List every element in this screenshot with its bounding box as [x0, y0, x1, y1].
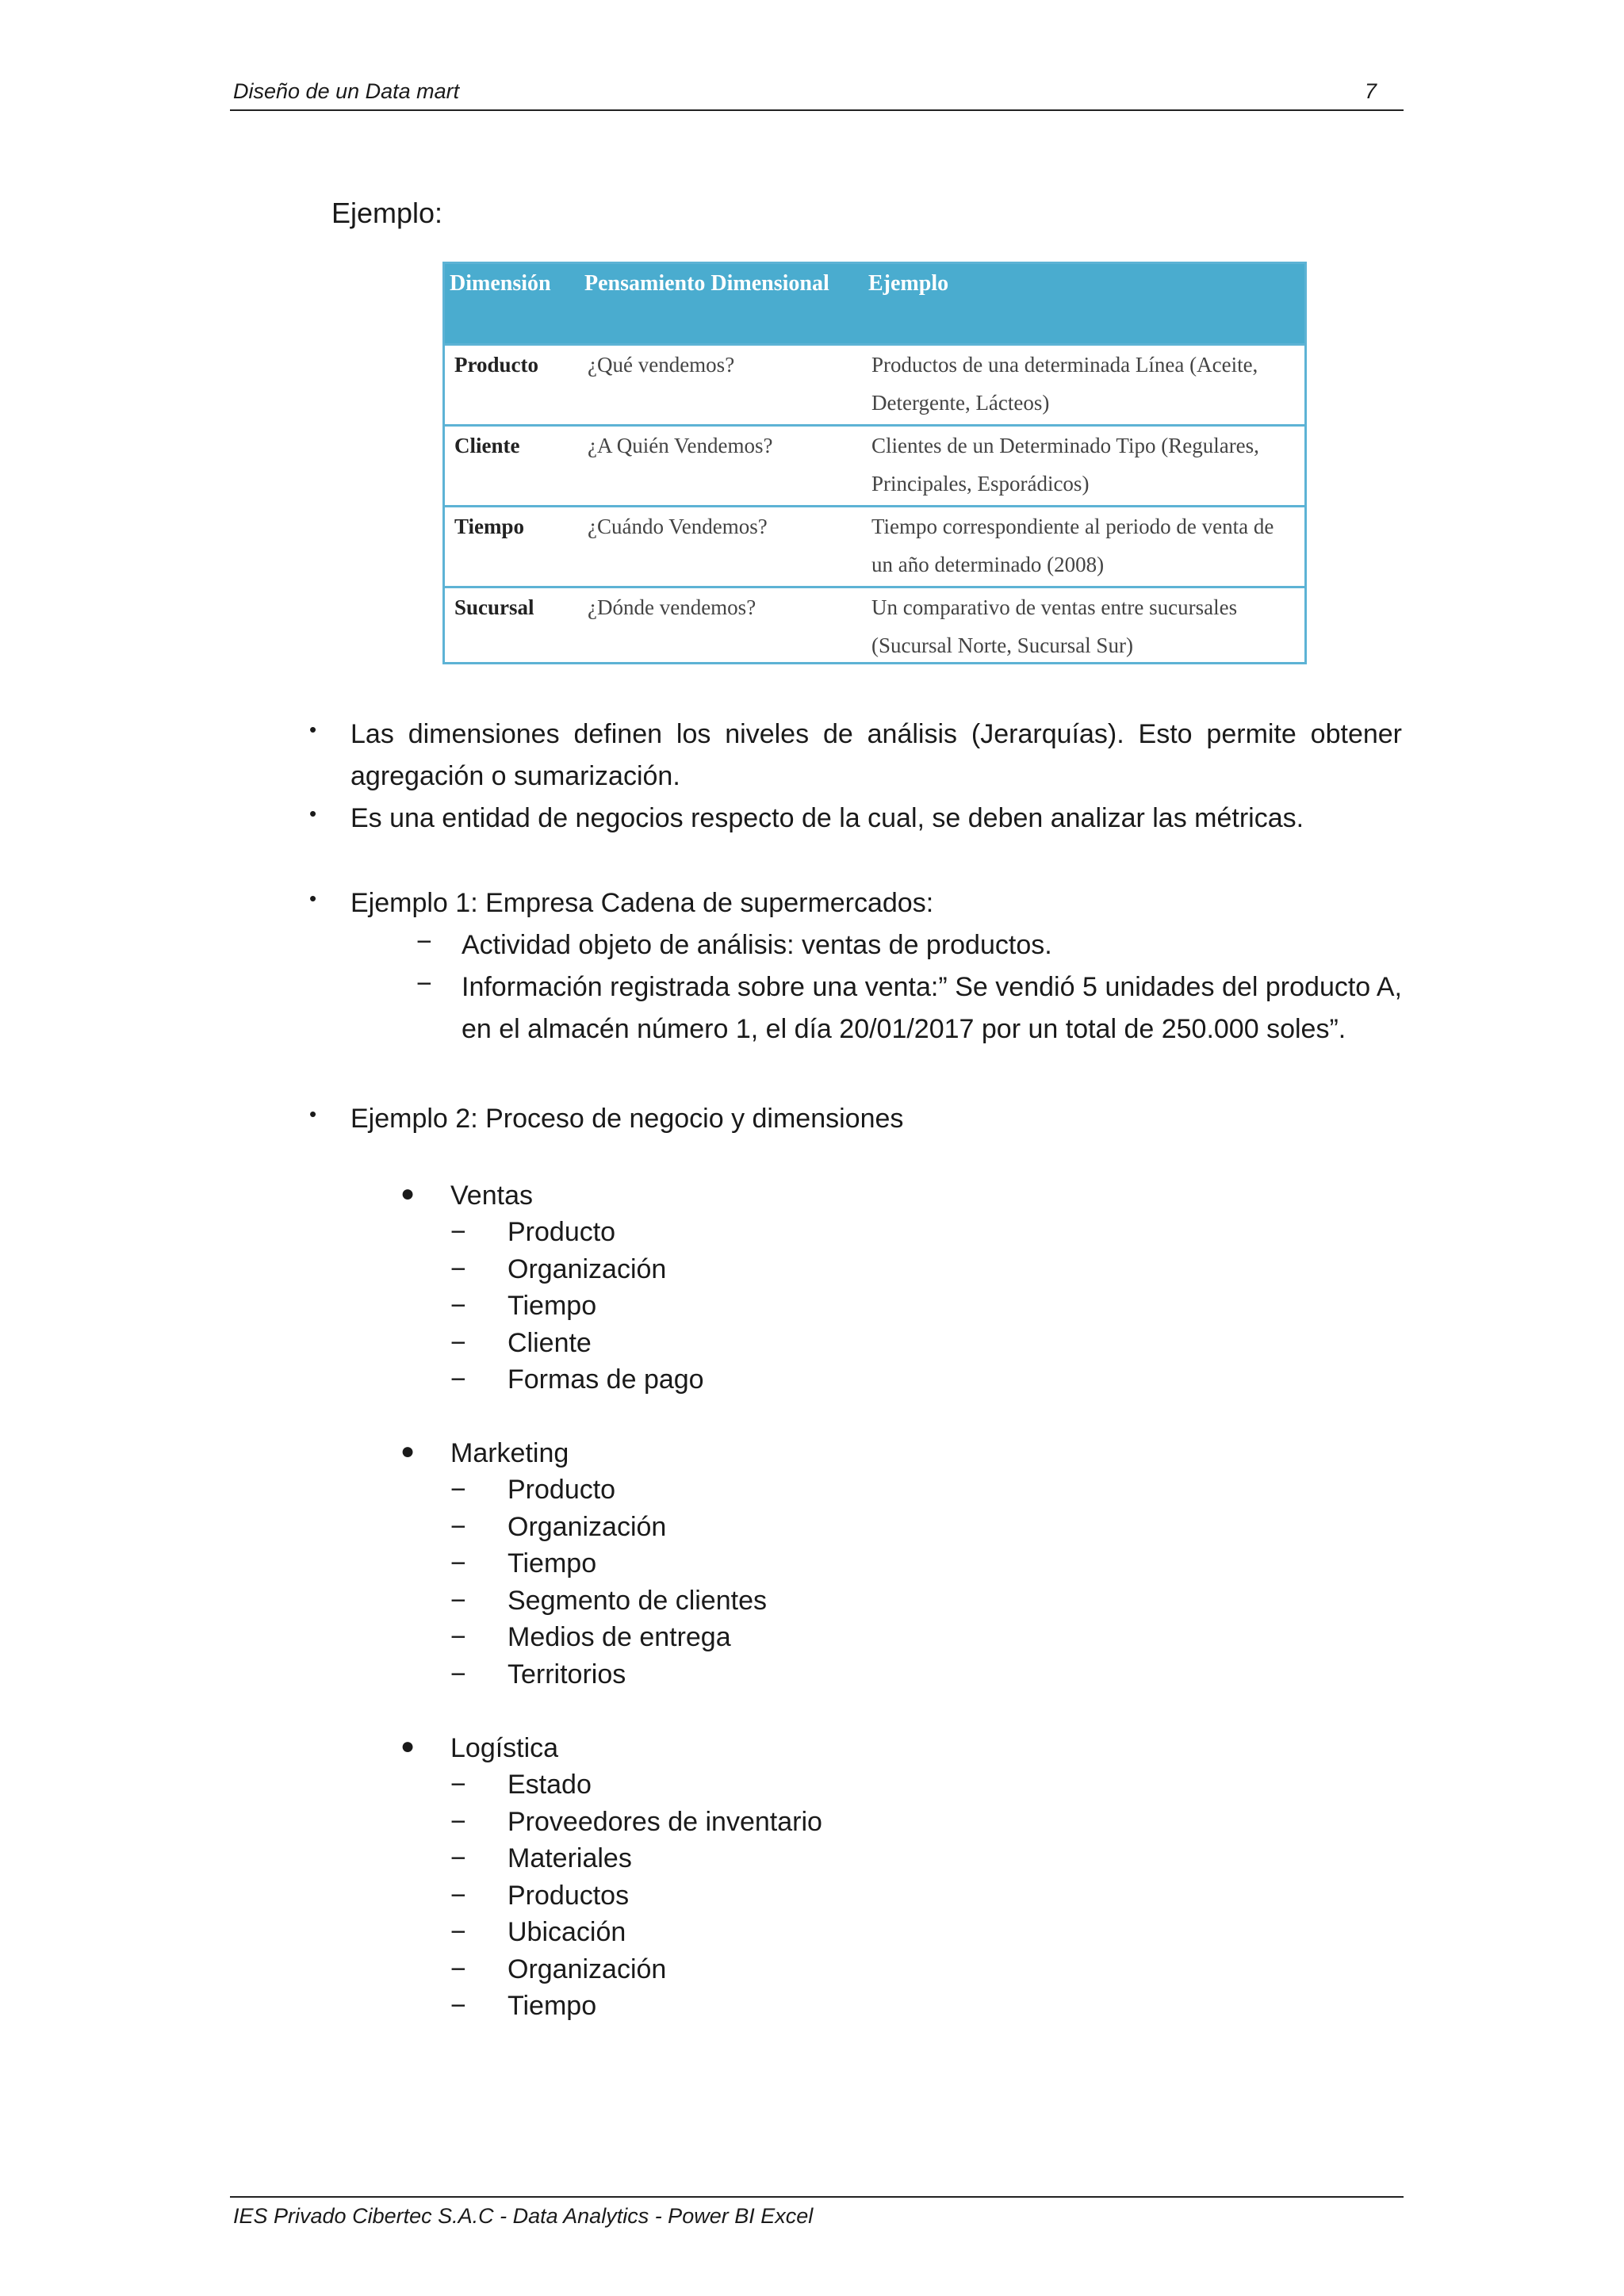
- table-cell-pensamiento: ¿Cuándo Vendemos?: [580, 507, 864, 587]
- dash-marker: −: [450, 1548, 466, 1578]
- bullet-marker: •: [309, 802, 317, 825]
- list-item: − Territorios: [450, 1656, 767, 1693]
- list-item: − Cliente: [450, 1325, 704, 1362]
- list-item: − Productos: [450, 1877, 822, 1915]
- dash-marker: −: [450, 1511, 466, 1542]
- dash-marker: −: [450, 1843, 466, 1873]
- bullet-text: Ejemplo 2: Proceso de negocio y dimensiones: [350, 1104, 904, 1134]
- table-cell-dimension: Cliente: [445, 426, 580, 507]
- process-bullet: ●: [400, 1733, 416, 1759]
- dash-marker: −: [450, 1327, 466, 1358]
- dimension-list: [450, 1471, 767, 1693]
- bullet-marker: •: [309, 1102, 317, 1126]
- table-row: [445, 345, 1304, 426]
- list-item: − Proveedores de inventario: [450, 1804, 822, 1841]
- table-cell-dimension: Producto: [445, 345, 580, 426]
- dash-marker: −: [450, 1954, 466, 1984]
- process-name: Ventas: [450, 1181, 533, 1211]
- process-bullet: ●: [400, 1181, 416, 1207]
- list-item: − Organización: [450, 1951, 822, 1988]
- table-header-pensamiento: Pensamiento Dimensional: [580, 264, 864, 345]
- process-bullet: ●: [400, 1438, 416, 1464]
- list-item: − Producto: [450, 1471, 767, 1509]
- bullet-text: Las dimensiones definen los niveles de análisis (Jerarquías). Esto permite obtener agregación o sumarización.: [350, 719, 1402, 791]
- dash-marker: −: [450, 1770, 466, 1800]
- bullet-text: Ejemplo 1: Empresa Cadena de supermercados:: [350, 888, 934, 918]
- table-cell-ejemplo: Tiempo correspondiente al periodo de venta de un año determinado (2008): [864, 507, 1304, 587]
- bullet-marker: •: [309, 718, 317, 741]
- dash-marker: −: [450, 1364, 466, 1395]
- dash-marker: −: [450, 1217, 466, 1247]
- dash-marker: −: [416, 969, 432, 999]
- table-header-ejemplo: Ejemplo: [864, 264, 1304, 345]
- dimension-list: [450, 1766, 822, 2025]
- dash-marker: −: [450, 1880, 466, 1911]
- table-cell-pensamiento: ¿Qué vendemos?: [580, 345, 864, 426]
- table-row: [445, 587, 1304, 665]
- dash-marker: −: [450, 1917, 466, 1947]
- process-name: Marketing: [450, 1438, 569, 1468]
- list-item: − Organización: [450, 1251, 704, 1288]
- sub-bullet-text: Información registrada sobre una venta:” Se vendió 5 unidades del producto A, en el almacén número 1, el día 20/01/2017 por un total de 250.000 soles”.: [462, 972, 1402, 1044]
- ejemplo-label: Ejemplo:: [331, 197, 443, 229]
- dash-marker: −: [450, 1991, 466, 2021]
- footer-text: IES Privado Cibertec S.A.C - Data Analytics - Power BI Excel: [233, 2204, 814, 2228]
- header-title: Diseño de un Data mart: [233, 79, 460, 103]
- table-header-row: [445, 264, 1304, 345]
- list-item: − Formas de pago: [450, 1361, 704, 1399]
- page-number: 7: [1364, 79, 1377, 103]
- table-cell-pensamiento: ¿Dónde vendemos?: [580, 587, 864, 665]
- dimension-table: [442, 262, 1307, 664]
- table-header-dimension: Dimensión: [445, 264, 580, 345]
- list-item: − Ubicación: [450, 1914, 822, 1951]
- table-cell-ejemplo: Un comparativo de ventas entre sucursales (Sucursal Norte, Sucursal Sur): [864, 587, 1304, 665]
- dimension-list: [450, 1214, 704, 1399]
- list-item: − Tiempo: [450, 1288, 704, 1325]
- dash-marker: −: [450, 1291, 466, 1321]
- table-row: [445, 426, 1304, 507]
- table-cell-ejemplo: Clientes de un Determinado Tipo (Regulares, Principales, Esporádicos): [864, 426, 1304, 507]
- list-item: − Estado: [450, 1766, 822, 1804]
- list-item: − Materiales: [450, 1840, 822, 1877]
- page-footer: [230, 2196, 1404, 2228]
- list-item: − Tiempo: [450, 1545, 767, 1582]
- dash-marker: −: [450, 1253, 466, 1284]
- sub-bullet-text: Actividad objeto de análisis: ventas de productos.: [462, 930, 1052, 960]
- list-item: − Producto: [450, 1214, 704, 1251]
- list-item: − Organización: [450, 1509, 767, 1546]
- bullet-marker: •: [309, 886, 317, 910]
- table-cell-dimension: Tiempo: [445, 507, 580, 587]
- table-row: [445, 507, 1304, 587]
- dash-marker: −: [450, 1475, 466, 1505]
- dash-marker: −: [450, 1622, 466, 1652]
- process-name: Logística: [450, 1733, 559, 1763]
- list-item: − Medios de entrega: [450, 1619, 767, 1656]
- list-item: − Tiempo: [450, 1988, 822, 2025]
- dash-marker: −: [450, 1659, 466, 1689]
- page-header: [230, 78, 1404, 111]
- bullet-text: Es una entidad de negocios respecto de la cual, se deben analizar las métricas.: [350, 803, 1304, 833]
- dash-marker: −: [416, 927, 432, 957]
- table-cell-ejemplo: Productos de una determinada Línea (Aceite, Detergente, Lácteos): [864, 345, 1304, 426]
- dash-marker: −: [450, 1585, 466, 1616]
- dash-marker: −: [450, 1806, 466, 1837]
- table-cell-pensamiento: ¿A Quién Vendemos?: [580, 426, 864, 507]
- table-cell-dimension: Sucursal: [445, 587, 580, 665]
- list-item: − Segmento de clientes: [450, 1582, 767, 1620]
